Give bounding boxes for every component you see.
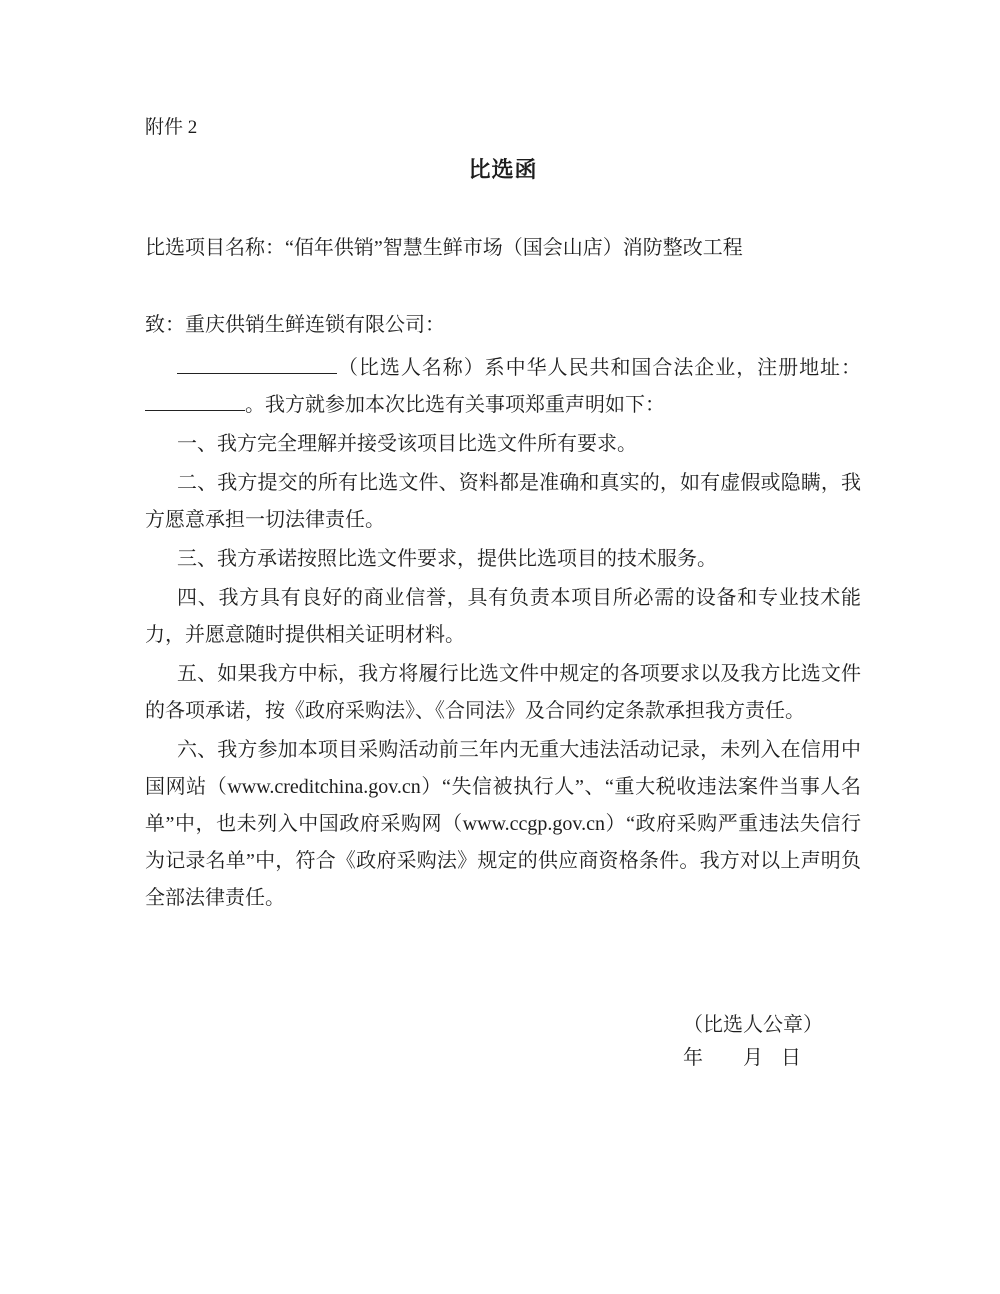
date-year-label: 年	[683, 1047, 703, 1069]
attachment-label: 附件 2	[145, 117, 198, 138]
clause-3: 三、我方承诺按照比选文件要求，提供比选项目的技术服务。	[177, 548, 717, 570]
seal-hint: （比选人公章）	[683, 1014, 823, 1036]
bidder-name-blank	[177, 354, 337, 374]
document-title: 比选函	[468, 157, 538, 182]
intro-text-after-address-blank: 。我方就参加本次比选有关事项郑重声明如下：	[245, 394, 665, 416]
declaration-intro	[145, 350, 861, 424]
clause-2: 二、我方提交的所有比选文件、资料都是准确和真实的，如有虚假或隐瞒，我方愿意承担一切法律责任。	[145, 472, 861, 531]
clause-6: 六、我方参加本项目采购活动前三年内无重大违法活动记录，未列入在信用中国网站（www.creditchina.gov.cn）“失信被执行人”、“重大税收违法案件当事人名单”中，也未列入中国政府采购网（www.ccgp.gov.cn）“政府采购严重违法失信行为记录名单”中，符合《政府采购法》规定的供应商资格条件。我方对以上声明负全部法律责任。	[145, 739, 861, 909]
project-name-value: “佰年供销”智慧生鲜市场（国会山店）消防整改工程	[285, 237, 743, 259]
clause-5: 五、如果我方中标，我方将履行比选文件中规定的各项要求以及我方比选文件的各项承诺，按《政府采购法》、《合同法》及合同约定条款承担我方责任。	[145, 663, 861, 722]
date-line	[683, 1042, 861, 1075]
clause-1: 一、我方完全理解并接受该项目比选文件所有要求。	[177, 433, 637, 455]
date-day-label: 日	[781, 1047, 801, 1069]
salutation-line: 致：重庆供销生鲜连锁有限公司：	[145, 314, 445, 336]
signature-block	[683, 1009, 861, 1075]
project-name-label: 比选项目名称：	[145, 237, 285, 259]
clause-4: 四、我方具有良好的商业信誉，具有负责本项目所必需的设备和专业技术能力，并愿意随时提供相关证明材料。	[145, 587, 861, 646]
date-month-label: 月	[743, 1047, 763, 1069]
intro-text-after-name-blank: （比选人名称）系中华人民共和国合法企业，注册地址：	[337, 357, 861, 379]
declaration-body	[145, 350, 861, 917]
project-name-line	[145, 235, 861, 261]
registered-address-blank	[145, 391, 245, 411]
